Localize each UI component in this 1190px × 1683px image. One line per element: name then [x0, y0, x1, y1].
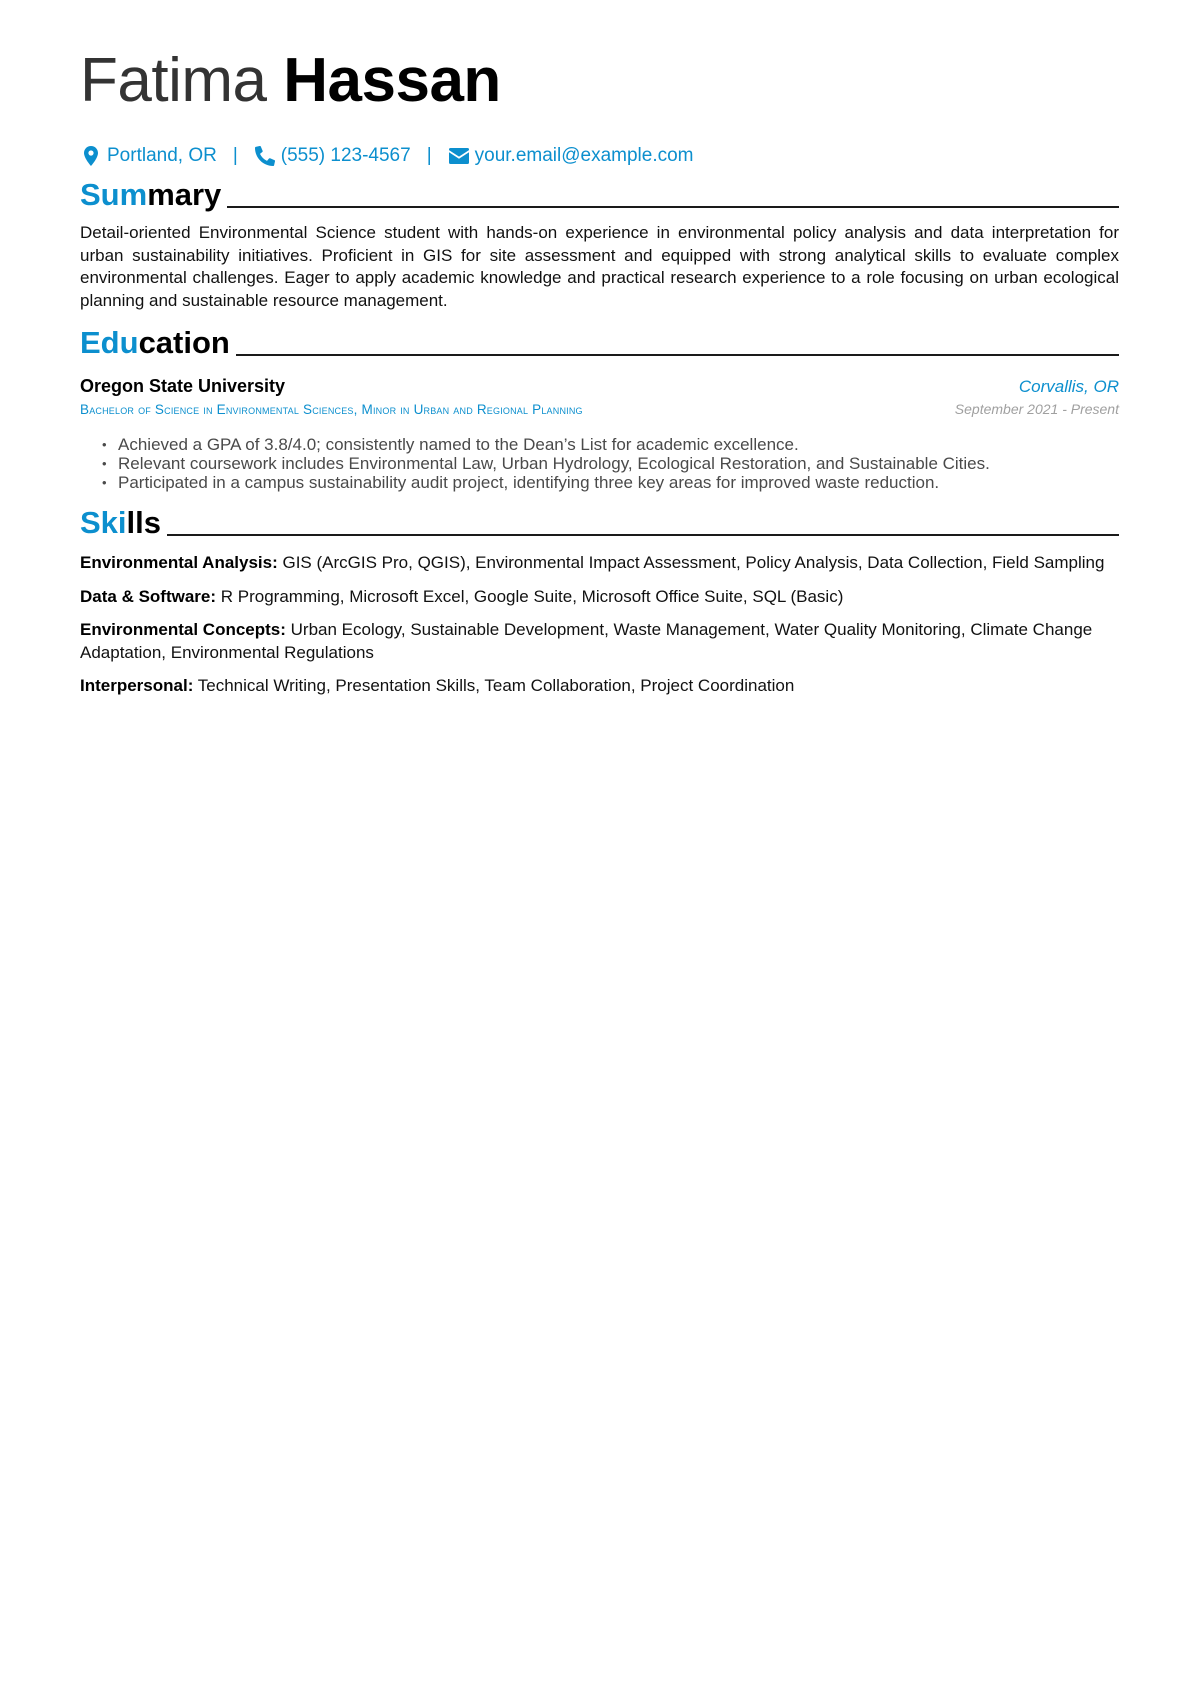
map-pin-icon: [80, 144, 102, 168]
skills-list: [80, 552, 1119, 698]
heading-accent: Ski: [80, 505, 127, 540]
education-bullets: [80, 435, 1119, 492]
phone-icon: [254, 144, 276, 168]
skill-row: [80, 619, 1119, 664]
education-entry-subheader: [80, 401, 1119, 417]
education-entry-header: [80, 376, 1119, 397]
list-item: • Achieved a GPA of 3.8/4.0; consistently named to the Dean’s List for academic excellence.: [102, 435, 1119, 454]
skill-row: [80, 586, 1119, 609]
skill-row: [80, 552, 1119, 575]
education-heading: [80, 322, 1119, 362]
envelope-icon: [448, 144, 470, 168]
skill-value: GIS (ArcGIS Pro, QGIS), Environmental Impact Assessment, Policy Analysis, Data Collection, Field Sampling: [277, 553, 1105, 572]
first-name: Fatima: [80, 46, 267, 115]
section-title: [80, 504, 161, 542]
section-divider: [167, 534, 1119, 536]
skill-value: Urban Ecology, Sustainable Development, Waste Management, Water Quality Monitoring, Climate Change Adaptation, Environmental Regulations: [80, 620, 1093, 662]
email-link[interactable]: your.email@example.com: [474, 145, 694, 166]
summary-heading: [80, 174, 1119, 214]
section-divider: [236, 354, 1119, 356]
location-text: Portland, OR: [107, 145, 217, 166]
section-title: [80, 324, 230, 362]
skill-label: Interpersonal:: [80, 676, 194, 695]
contact-email[interactable]: [448, 144, 694, 168]
contact-phone[interactable]: [254, 144, 411, 168]
section-title: [80, 176, 221, 214]
school-name: Oregon State University: [80, 376, 286, 396]
list-item: • Participated in a campus sustainability audit project, identifying three key areas for improved waste reduction.: [102, 473, 1119, 492]
last-name: Hassan: [283, 46, 501, 115]
contact-location: [80, 144, 217, 168]
skills-heading: [80, 502, 1119, 542]
education-dates: September 2021 - Present: [954, 401, 1119, 417]
skill-label: Data & Software:: [80, 586, 217, 606]
skill-label: Environmental Analysis:: [80, 553, 278, 572]
skill-row: [80, 675, 1119, 698]
heading-accent: Edu: [80, 325, 139, 360]
candidate-name: [80, 40, 1119, 122]
contact-separator: |: [232, 145, 238, 166]
school-location: Corvallis, OR: [1018, 377, 1119, 396]
phone-text[interactable]: (555) 123-4567: [280, 145, 411, 166]
degree: Bachelor of Science in Environmental Sciences, Minor in Urban and Regional Planning: [80, 402, 583, 417]
skill-value: Technical Writing, Presentation Skills, Team Collaboration, Project Coordination: [193, 676, 795, 695]
heading-accent: Sum: [80, 177, 148, 212]
skill-value: R Programming, Microsoft Excel, Google Suite, Microsoft Office Suite, SQL (Basic): [216, 586, 844, 606]
section-divider: [227, 206, 1119, 208]
heading-rest: cation: [138, 325, 230, 360]
contact-bar: [80, 142, 1119, 170]
summary-paragraph: Detail-oriented Environmental Science student with hands-on experience in environmental policy analysis and data interpretation for urban sustainability initiatives. Proficient in GIS for site assessment and equipped with strong analytical skills to evaluate complex environmental challenges. Eager to apply academic knowledge and practical research experience to a role focusing on urban ecological planning and sustainable resource management.: [80, 223, 1119, 310]
skill-label: Environmental Concepts:: [80, 620, 286, 639]
heading-rest: mary: [147, 177, 222, 212]
list-item: • Relevant coursework includes Environmental Law, Urban Hydrology, Ecological Restoration, and Sustainable Cities.: [102, 454, 1119, 473]
contact-separator: |: [426, 145, 432, 166]
heading-rest: lls: [126, 505, 161, 540]
